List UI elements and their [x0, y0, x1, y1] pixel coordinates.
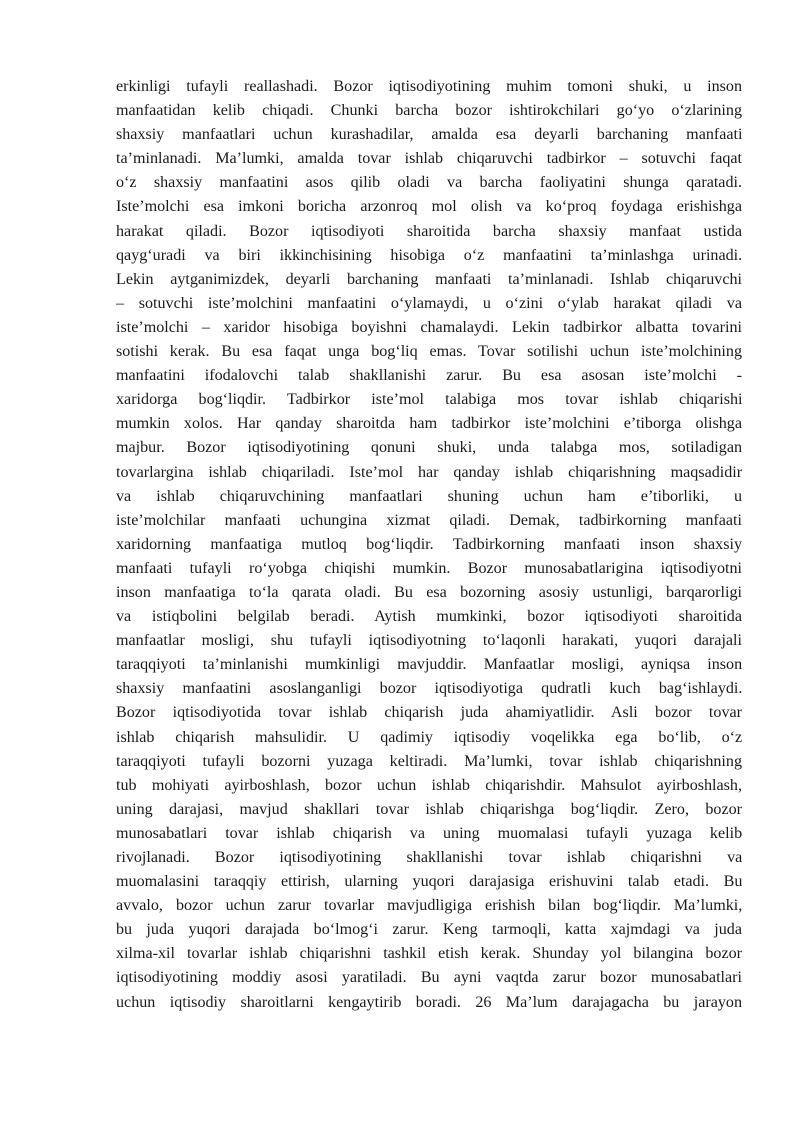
text-line: rivojlanadi. Bozor iqtisodiyotining shakllanishi tovar ishlab chiqarishni va [116, 849, 742, 866]
text-line: tovarlargina ishlab chiqariladi. Iste’mol har qanday ishlab chiqarishning maqsadidir [116, 463, 742, 481]
text-line: manfaatini ifodalovchi talab shakllanishi zarur. Bu esa asosan iste’molchi - [116, 367, 742, 385]
text-line: iste’molchi – xaridor hisobiga boyishni chamalaydi. Lekin tadbirkor albatta tovarini [116, 318, 742, 336]
text-line: xilma-xil tovarlar ishlab chiqarishni tashkil etish kerak. Shunday yol bilangina bozor [116, 945, 742, 963]
text-line: majbur. Bozor iqtisodiyotining qonuni shuki, unda talabga mos, sotiladigan [116, 439, 742, 457]
text-line: qayg‘uradi va biri ikkinchisining hisobiga o‘z manfaatini ta’minlashga urinadi. [116, 246, 742, 264]
text-line: uchun iqtisodiy sharoitlarni kengaytirib boradi. 26 Ma’lum darajagacha bu jarayon [116, 993, 742, 1011]
text-line: iqtisodiyotining moddiy asosi yaratiladi. Bu ayni vaqtda zarur bozor munosabatlari [116, 969, 742, 987]
text-line: shaxsiy manfaatlari uchun kurashadilar, amalda esa deyarli barchaning manfaati [116, 126, 742, 144]
text-line: Bozor iqtisodiyotida tovar ishlab chiqarish juda ahamiyatlidir. Asli bozor tovar [116, 704, 742, 722]
text-line: harakat qiladi. Bozor iqtisodiyoti sharoitida barcha shaxsiy manfaat ustida [116, 222, 742, 240]
text-line: va istiqbolini belgilab beradi. Aytish mumkinki, bozor iqtisodiyoti sharoitida [116, 608, 742, 626]
text-line: manfaatlar mosligi, shu tufayli iqtisodiyotning to‘laqonli harakati, yuqori darajali [116, 632, 742, 650]
text-line: inson manfaatiga to‘la qarata oladi. Bu esa bozorning asosiy ustunligi, barqarorligi [116, 583, 742, 601]
text-line: Lekin aytganimizdek, deyarli barchaning manfaati ta’minlanadi. Ishlab chiqaruvchi [116, 270, 742, 288]
text-line: manfaatidan kelib chiqadi. Chunki barcha bozor ishtirokchilari go‘yo o‘zlarining [116, 102, 742, 120]
text-line: erkinligi tufayli reallashadi. Bozor iqtisodiyotining muhim tomoni shuki, u inson [116, 78, 742, 95]
text-line: tub mohiyati ayirboshlash, bozor uchun ishlab chiqarishdir. Mahsulot ayirboshlash, [116, 776, 742, 794]
body-text [116, 75, 742, 1015]
text-line: va ishlab chiqaruvchining manfaatlari shuning uchun ham e’tiborliki, u [116, 487, 742, 505]
text-line: munosabatlari tovar ishlab chiqarish va uning muomalasi tufayli yuzaga kelib [116, 824, 742, 842]
text-line: shaxsiy manfaatini asoslanganligi bozor iqtisodiyotiga qudratli kuch bag‘ishlaydi. [116, 680, 742, 698]
text-line: – sotuvchi iste’molchini manfaatini o‘ylamaydi, u o‘zini o‘ylab harakat qiladi va [116, 294, 742, 312]
text-line: taraqqiyoti tufayli bozorni yuzaga keltiradi. Ma’lumki, tovar ishlab chiqarishning [116, 752, 742, 770]
text-line: taraqqiyoti ta’minlanishi mumkinligi mavjuddir. Manfaatlar mosligi, ayniqsa inson [116, 656, 742, 674]
text-line: manfaati tufayli ro‘yobga chiqishi mumkin. Bozor munosabatlarigina iqtisodiyotni [116, 559, 742, 577]
text-line: o‘z shaxsiy manfaatini asos qilib oladi va barcha faoliyatini shunga qaratadi. [116, 174, 742, 192]
text-line: bu juda yuqori darajada bo‘lmog‘i zarur. Keng tarmoqli, katta xajmdagi va juda [116, 921, 742, 939]
text-line: muomalasini taraqqiy ettirish, ularning yuqori darajasiga erishuvini talab etadi. Bu [116, 873, 742, 891]
text-line: uning darajasi, mavjud shakllari tovar ishlab chiqarishga bog‘liqdir. Zero, bozor [116, 800, 742, 818]
text-line: mumkin xolos. Har qanday sharoitda ham tadbirkor iste’molchini e’tiborga olishga [116, 415, 742, 433]
text-line: Iste’molchi esa imkoni boricha arzonroq mol olish va ko‘proq foydaga erishishga [116, 198, 742, 216]
text-line: ishlab chiqarish mahsulidir. U qadimiy iqtisodiy voqelikka ega bo‘lib, o‘z [116, 728, 742, 746]
text-line: avvalo, bozor uchun zarur tovarlar mavjudligiga erishish bilan bog‘liqdir. Ma’lumki, [116, 897, 742, 915]
text-line: xaridorning manfaatiga mutloq bog‘liqdir. Tadbirkorning manfaati inson shaxsiy [116, 535, 742, 553]
text-line: sotishi kerak. Bu esa faqat unga bog‘liq emas. Tovar sotilishi uchun iste’molchining [116, 343, 742, 361]
text-line: ta’minlanadi. Ma’lumki, amalda tovar ishlab chiqaruvchi tadbirkor – sotuvchi faqat [116, 150, 742, 168]
text-line: iste’molchilar manfaati uchungina xizmat qiladi. Demak, tadbirkorning manfaati [116, 511, 742, 529]
text-line: xaridorga bog‘liqdir. Tadbirkor iste’mol talabiga mos tovar ishlab chiqarishi [116, 391, 742, 409]
